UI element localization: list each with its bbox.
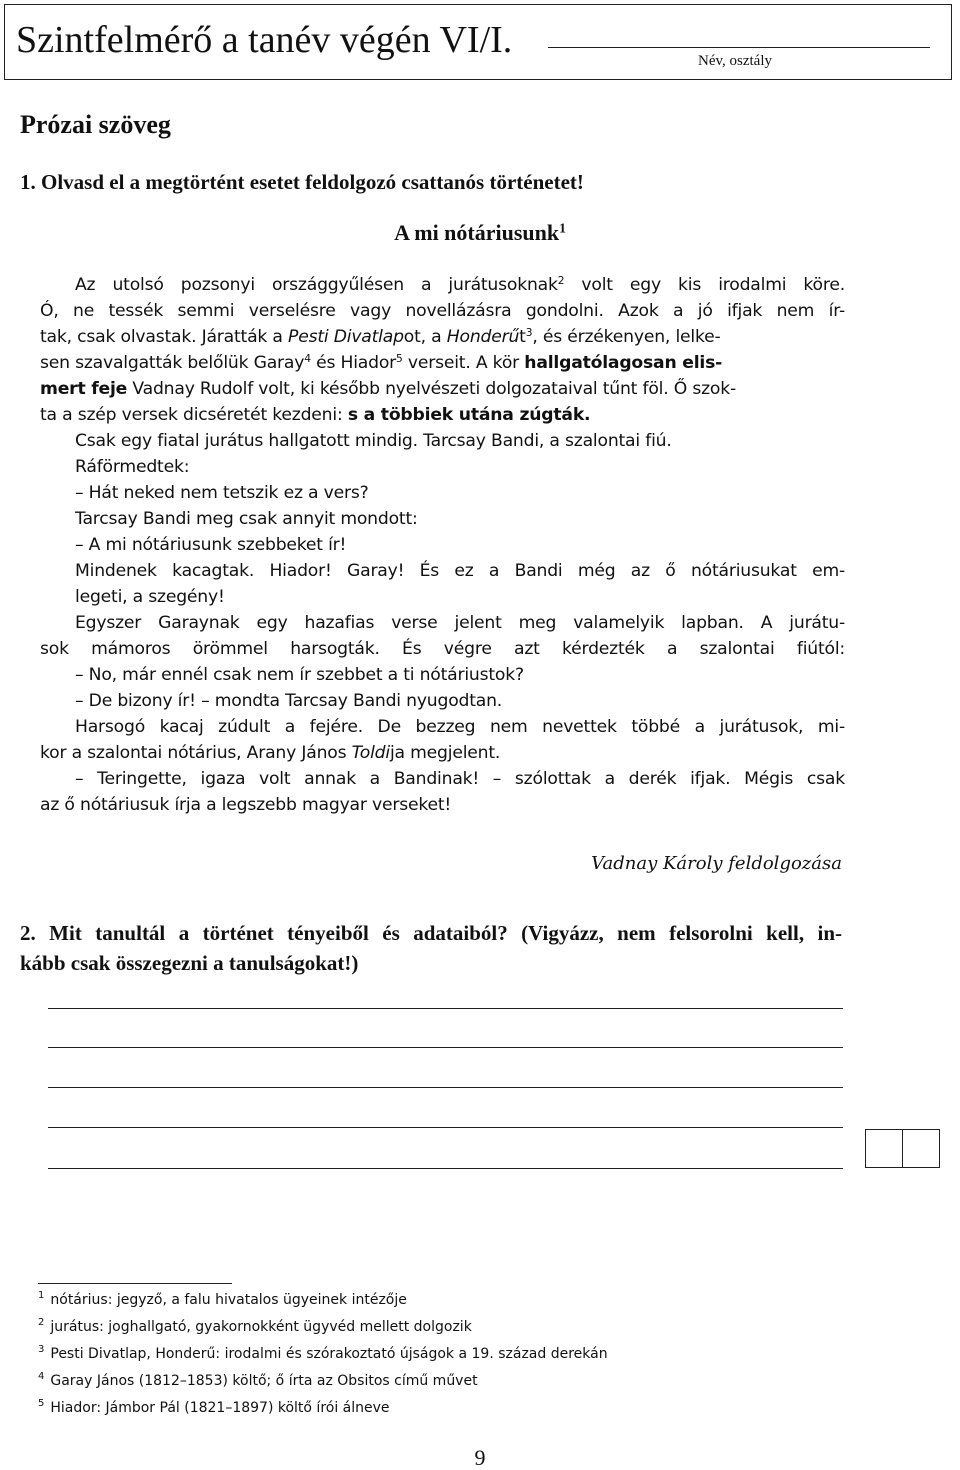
answer-line[interactable] — [48, 1127, 843, 1128]
footnote-ref: 3 — [525, 326, 533, 340]
task-2-line: kább csak összegezni a tanulságokat!) — [20, 951, 359, 975]
story-line: sok mámoros örömmel harsogták. És végre azt kérdezték a szalontai fiútól: — [40, 639, 845, 659]
score-box[interactable] — [902, 1129, 940, 1168]
story-title-text: A mi nótáriusunk — [394, 220, 560, 245]
score-box[interactable] — [865, 1129, 903, 1168]
page-title: Szintfelmérő a tanév végén VI/I. — [16, 19, 513, 61]
story-line: Mindenek kacagtak. Hiador! Garay! És ez a Bandi még az ő nótáriusukat em- — [75, 561, 845, 581]
footnote: $^2$ jurátus: joghallgató, gyakornokként ügyvéd mellett dolgozik — [38, 1317, 472, 1335]
story-line: – A mi nótáriusunk szebbeket ír! — [75, 535, 347, 555]
story-title — [0, 219, 960, 247]
task-1-instruction: 1. Olvasd el a megtörtént esetet feldolgozó csattanós történetet! — [20, 170, 584, 194]
footnote-ref: 1 — [559, 220, 566, 236]
footnote-rule — [38, 1283, 232, 1284]
answer-line[interactable] — [48, 1087, 843, 1088]
story-line: ta a szép versek dicséretét kezdeni: s a többiek utána zúgták. — [40, 405, 591, 425]
story-line: Ráförmedtek: — [75, 457, 190, 477]
name-class-line[interactable] — [548, 47, 930, 48]
page-number: 9 — [474, 1445, 486, 1470]
story-line: mert feje Vadnay Rudolf volt, ki később nyelvészeti dolgozataival tűnt föl. Ő szok- — [40, 379, 737, 399]
story-line: – Teringette, igaza volt annak a Bandinak! – szólottak a derék ifjak. Mégis csak — [75, 769, 845, 789]
story-line: – Hát neked nem tetszik ez a vers? — [75, 483, 369, 503]
footnote-ref: 5 — [396, 352, 403, 366]
footnote: $^1$ nótárius: jegyző, a falu hivatalos ügyeinek intézője — [38, 1290, 407, 1308]
answer-line[interactable] — [48, 1008, 843, 1009]
name-class-label: Név, osztály — [698, 53, 773, 69]
story-line: sen szavalgatták belőlük Garay$^4$ és Hiador$^5$ verseit. A kör hallgatólagosan elis- — [40, 352, 723, 373]
story-line: Az utolsó pozsonyi országgyűlésen a jurátusoknak$^2$ volt egy kis irodalmi köre. — [75, 274, 845, 295]
task-2-question — [20, 918, 842, 978]
footnote: $^3$ Pesti Divatlap, Honderű: irodalmi és szórakoztató újságok a 19. század derekán — [38, 1344, 608, 1362]
story-line: legeti, a szegény! — [75, 587, 225, 607]
story-line: az ő nótáriusuk írja a legszebb magyar verseket! — [40, 795, 452, 815]
story-line: Csak egy fiatal jurátus hallgatott mindig. Tarcsay Bandi, a szalontai fiú. — [75, 431, 672, 451]
story-line: Ó, ne tessék semmi verselésre vagy novellázásra gondolni. Azok a jó ifjak nem ír- — [40, 301, 845, 321]
footnotes — [38, 1287, 838, 1422]
story-body — [40, 272, 845, 818]
footnote: $^5$ Hiador: Jámbor Pál (1821–1897) költő írói álneve — [38, 1398, 390, 1416]
section-title: Prózai szöveg — [20, 110, 171, 139]
footnote-ref: 4 — [304, 352, 311, 366]
story-attribution: Vadnay Károly feldolgozása — [591, 853, 842, 874]
task-2-line: 2. Mit tanultál a történet tényeiből és adataiból? (Vigyázz, nem felsorolni kell, in- — [20, 921, 842, 945]
story-line: Tarcsay Bandi meg csak annyit mondott: — [75, 509, 418, 529]
footnote: $^4$ Garay János (1812–1853) költő; ő írta az Obsitos című művet — [38, 1371, 478, 1389]
answer-line[interactable] — [48, 1047, 843, 1048]
story-line: – No, már ennél csak nem ír szebbet a ti nótáriustok? — [75, 665, 524, 685]
story-line: – De bizony ír! – mondta Tarcsay Bandi nyugodtan. — [75, 691, 503, 711]
story-line: tak, csak olvastak. Járatták a Pesti Divatlapot, a Honderűt$^3$, és érzékenyen, lelke- — [40, 326, 721, 347]
story-line: Egyszer Garaynak egy hazafias verse jelent meg valamelyik lapban. A jurátu- — [75, 613, 845, 633]
story-line: kor a szalontai nótárius, Arany János Toldija megjelent. — [40, 743, 501, 763]
answer-line[interactable] — [48, 1168, 843, 1169]
footnote-ref: 2 — [557, 274, 565, 288]
story-line: Harsogó kacaj zúdult a fejére. De bezzeg nem nevettek többé a jurátusok, mi- — [75, 717, 845, 737]
